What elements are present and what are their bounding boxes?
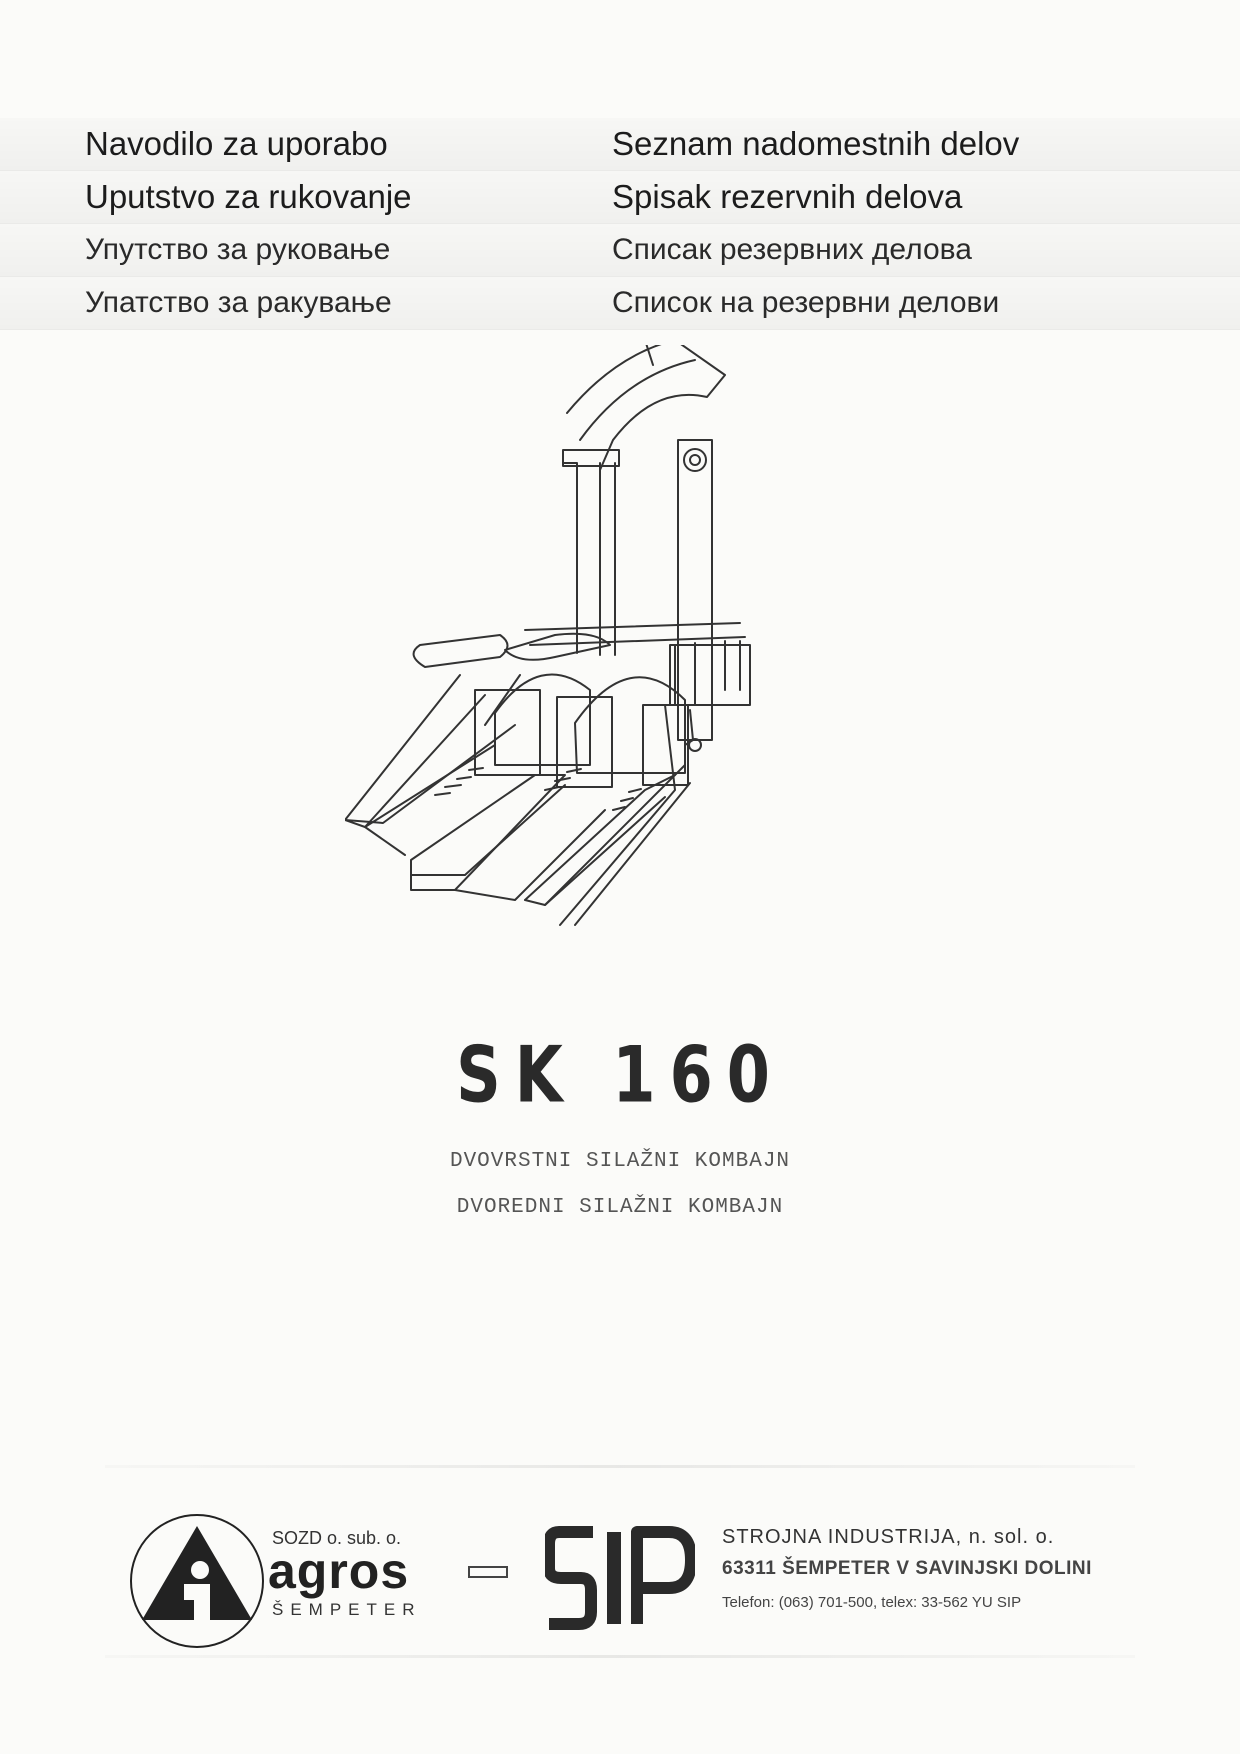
sip-company-name: STROJNA INDUSTRIJA, n. sol. o.: [722, 1526, 1055, 1548]
footer-divider-top: [105, 1465, 1135, 1468]
title-block: [0, 118, 1240, 330]
title-parts-mk: Список на резервни делови: [612, 286, 1000, 319]
separator-dash: [468, 1566, 508, 1578]
footer-divider-bottom: [105, 1655, 1135, 1658]
agros-logo-icon: [128, 1512, 266, 1650]
sip-contact: Telefon: (063) 701-500, telex: 33-562 YU SIP: [722, 1594, 1022, 1611]
agros-name: agros: [268, 1543, 410, 1599]
title-parts-sh: Spisak rezervnih delova: [612, 178, 963, 215]
subtitle-serbocroatian: DVOREDNI SILAŽNI KOMBAJN: [456, 1196, 784, 1219]
title-manual-sh: Uputstvo za rukovanje: [85, 178, 412, 215]
subtitle-slovene: DVOVRSTNI SILAŽNI KOMBAJN: [449, 1150, 791, 1173]
title-manual-sl: Navodilo za uporabo: [85, 125, 388, 162]
title-row-slovene: [0, 118, 1240, 171]
title-row-macedonian: [0, 277, 1240, 330]
sip-address: 63311 ŠEMPETER V SAVINJSKI DOLINI: [722, 1558, 1092, 1579]
title-row-serbian-cyrillic: [0, 224, 1240, 277]
title-parts-sl: Seznam nadomestnih delov: [612, 125, 1020, 162]
title-manual-mk: Упатство за ракување: [85, 286, 392, 319]
agros-prefix: SOZD o. sub. o.: [272, 1528, 402, 1548]
sip-logo-icon: [545, 1522, 695, 1634]
title-row-serbocroatian: [0, 171, 1240, 224]
harvester-drawing: [345, 345, 855, 995]
agros-city: ŠEMPETER: [272, 1600, 422, 1619]
title-parts-sr: Списак резервних делова: [612, 233, 972, 266]
model-number: SK 160: [456, 1028, 784, 1121]
title-manual-sr: Упутство за руковање: [85, 233, 391, 266]
